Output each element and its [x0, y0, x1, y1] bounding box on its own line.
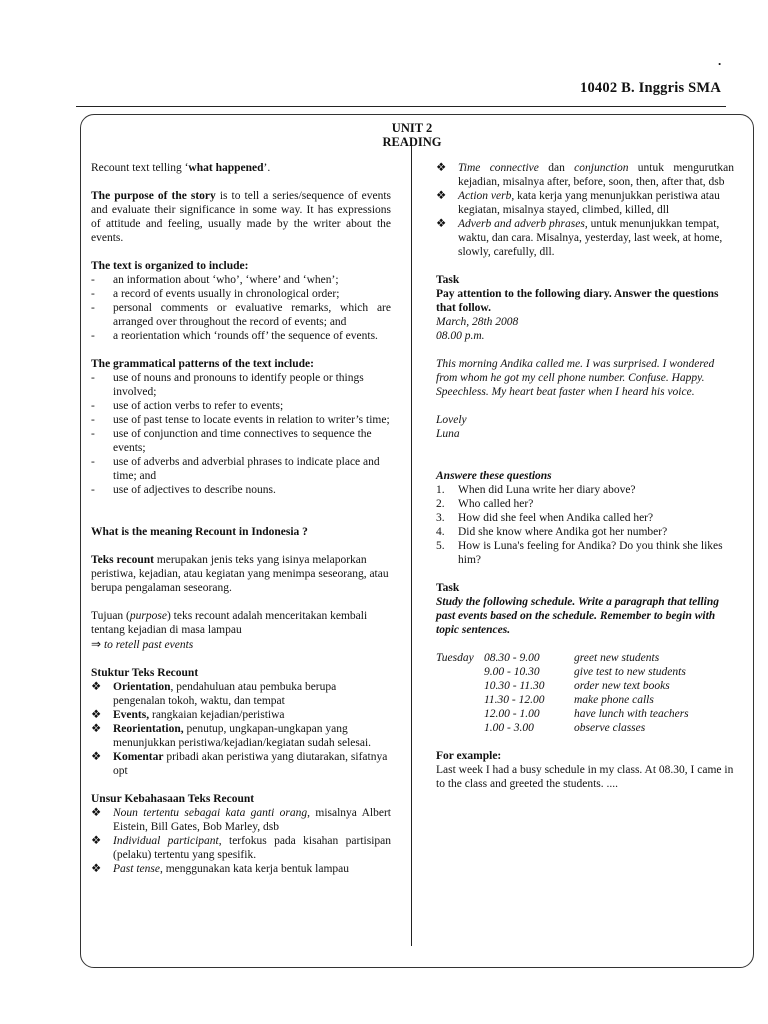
teks-recount-paragraph: Teks recount merupakan jenis teks yang isinya melaporkan peristiwa, kejadian, atau kegiatan yang menimpa seseorang, atau berupa pengalaman seseorang. [91, 554, 389, 594]
list-item: ❖ Reorientation, penutup, ungkapan-ungkapan yang menunjukkan peristiwa/kejadian/kegiatan sudah selesai. [91, 723, 372, 749]
purpose-paragraph: The purpose of the story is to tell a series/sequence of events and evaluate their significance in some way. It has expressions of attitude and feeling, usually made by the writer about the events. [91, 190, 391, 244]
schedule-day: Tuesday [436, 652, 474, 664]
schedule-row: 12.00 - 1.00 have lunch with teachers [484, 708, 689, 720]
diamond-bullet-icon: ❖ [91, 863, 102, 875]
diamond-bullet-icon: ❖ [436, 162, 447, 174]
list-item: - use of nouns and pronouns to identify people or things involved; [91, 372, 364, 398]
task1-instruction: Pay attention to the following diary. Answer the questions that follow. [436, 288, 719, 314]
course-code: 10402 B. Inggris SMA [580, 80, 721, 96]
organized-heading: The text is organized to include: [91, 260, 249, 272]
header-rule [76, 106, 726, 107]
diary-time: 08.00 p.m. [436, 330, 485, 342]
header-dot: . [718, 53, 722, 68]
meaning-question: What is the meaning Recount in Indonesia ? [91, 526, 308, 538]
language-features-list [436, 161, 734, 259]
question-item: 2. Who called her? [436, 498, 534, 510]
schedule-row: 10.30 - 11.30 order new text books [484, 680, 670, 692]
struktur-list [91, 680, 391, 778]
list-item: ❖ Noun tertentu sebagai kata ganti orang, misalnya Albert Eistein, Bill Gates, Bob Marley, dsb [91, 807, 392, 833]
column-divider [411, 146, 412, 946]
organized-list [91, 273, 391, 343]
question-item: 3. How did she feel when Andika called her? [436, 512, 654, 524]
task2-instruction: Study the following schedule. Write a paragraph that telling past events based on the schedule. Remember to begin with topic sentences. [436, 596, 719, 636]
list-item: ❖ Events, rangkaian kejadian/peristiwa [91, 709, 285, 721]
list-item: - use of conjunction and time connectives to sequence the events; [91, 428, 372, 454]
schedule-row: 11.30 - 12.00 make phone calls [484, 694, 654, 706]
diamond-bullet-icon: ❖ [91, 751, 102, 763]
list-item: ❖ Time connective dan conjunction untuk mengurutkan kejadian, misalnya after, before, soon, then, after that, dsb [436, 162, 735, 188]
task2-label: Task [436, 582, 460, 594]
question-item: 5. How is Luna's feeling for Andika? Do you think she likes him? [436, 540, 723, 566]
list-item: - use of past tense to locate events in relation to writer’s time; [91, 414, 390, 426]
diamond-bullet-icon: ❖ [91, 835, 102, 847]
diamond-bullet-icon: ❖ [91, 723, 102, 735]
diamond-bullet-icon: ❖ [91, 807, 102, 819]
list-item: - a record of events usually in chronological order; [91, 288, 340, 300]
question-item: 1. When did Luna write her diary above? [436, 484, 636, 496]
unit-title: UNIT 2 [391, 121, 433, 135]
diary-date: March, 28th 2008 [436, 316, 519, 328]
grammar-list [91, 371, 391, 497]
list-item: - use of adjectives to describe nouns. [91, 484, 276, 496]
list-item: - a reorientation which ‘rounds off’ the sequence of events. [91, 330, 378, 342]
example-text: Last week I had a busy schedule in my class. At 08.30, I came in to the class and greeted the students. .... [436, 764, 734, 790]
unsur-heading: Unsur Kebahasaan Teks Recount [91, 793, 255, 805]
list-item: ❖ Past tense, menggunakan kata kerja bentuk lampau [91, 863, 349, 875]
list-item: - personal comments or evaluative remarks, which are arranged over throughout the record of events; and [91, 302, 391, 328]
diamond-bullet-icon: ❖ [91, 681, 102, 693]
list-item: ❖ Orientation, pendahuluan atau pembuka berupa pengenalan tokoh, waktu, dan tempat [91, 681, 337, 707]
tujuan-paragraph: Tujuan (purpose) teks recount adalah menceritakan kembali tentang kejadian di masa lampau [91, 610, 368, 636]
schedule-table [436, 651, 734, 735]
section-title: READING [382, 135, 442, 149]
diary-signature: Luna [436, 428, 460, 440]
arrow-icon: ⇒ [91, 637, 102, 651]
schedule-row: 9.00 - 10.30 give test to new students [484, 666, 686, 678]
list-item: ❖ Adverb and adverb phrases, untuk menunjukkan tempat, waktu, dan cara. Misalnya, yesterday, last week, at home, slowly, carefully, dll. [436, 218, 723, 258]
diary-closing: Lovely [436, 414, 467, 426]
diary-body: This morning Andika called me. I was surprised. I wondered from whom he got my cell phone number. Confuse. Happy. Speechless. My heart beat faster when I heard his voice. [436, 358, 715, 398]
list-item: - an information about ‘who’, ‘where’ and ‘when’; [91, 274, 339, 286]
diamond-bullet-icon: ❖ [436, 190, 447, 202]
unsur-list [91, 806, 391, 876]
struktur-heading: Stuktur Teks Recount [91, 667, 199, 679]
task1-label: Task [436, 274, 460, 286]
questions-list [436, 483, 734, 567]
diamond-bullet-icon: ❖ [91, 709, 102, 721]
list-item: - use of adverbs and adverbial phrases to indicate place and time; and [91, 456, 380, 482]
retell-line: ⇒ to retell past events [91, 637, 194, 651]
question-item: 4. Did she know where Andika got her number? [436, 526, 668, 538]
questions-heading: Answere these questions [436, 470, 552, 482]
list-item: ❖ Individual participant, terfokus pada kisahan partisipan (pelaku) tertentu yang spesifik. [91, 835, 391, 861]
list-item: - use of action verbs to refer to events; [91, 400, 284, 412]
schedule-row: Tuesday 08.30 - 9.00 greet new students [436, 652, 660, 664]
right-column [436, 161, 734, 791]
intro-line: Recount text telling ‘what happened’. [91, 162, 271, 174]
diamond-bullet-icon: ❖ [436, 218, 447, 230]
schedule-row: 1.00 - 3.00 observe classes [484, 722, 646, 734]
list-item: ❖ Komentar pribadi akan peristiwa yang diutarakan, sifatnya opt [91, 751, 388, 777]
left-column [91, 161, 391, 876]
grammar-heading: The grammatical patterns of the text include: [91, 358, 314, 370]
example-heading: For example: [436, 750, 502, 762]
list-item: ❖ Action verb, kata kerja yang menunjukkan peristiwa atau kegiatan, misalnya stayed, climbed, killed, dll [436, 190, 720, 216]
